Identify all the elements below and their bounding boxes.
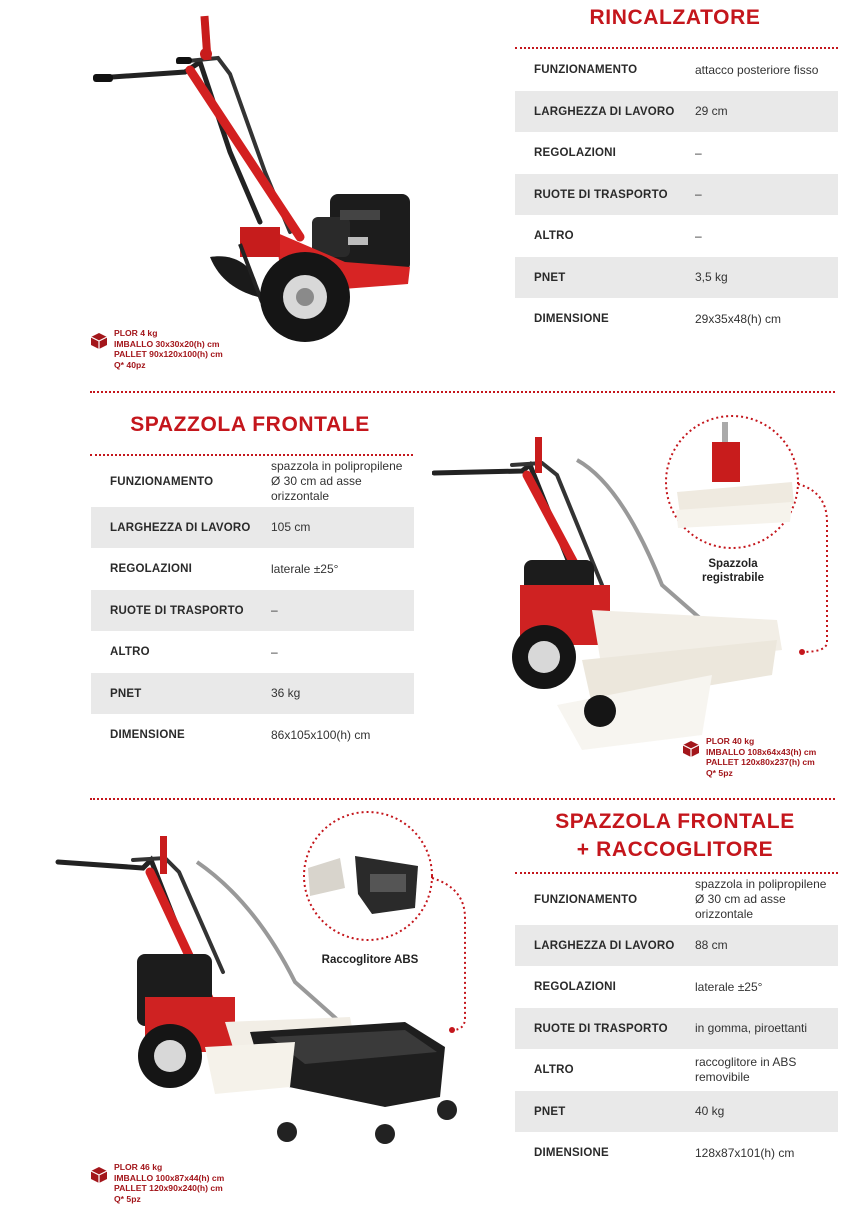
- spec-row: [91, 507, 414, 548]
- spec-row: [515, 91, 838, 132]
- spec-key: LARGHEZZA DI LAVORO: [534, 939, 675, 952]
- spec-value: –: [271, 603, 278, 617]
- spazzola-frontale-machine-image: [432, 435, 787, 755]
- spec-value: 29 cm: [695, 104, 728, 118]
- rincalzatore-machine-image: [90, 12, 430, 347]
- spec-row: [515, 966, 838, 1008]
- spec-row: [515, 257, 838, 298]
- spec-key: PNET: [534, 271, 566, 284]
- spec-row: [515, 874, 838, 925]
- package-box-icon: [682, 740, 700, 758]
- spec-key: FUNZIONAMENTO: [534, 893, 638, 906]
- spec-row: [515, 1008, 838, 1049]
- spec-key: REGOLAZIONI: [110, 563, 193, 575]
- caption-raccoglitore-abs: Raccoglitore ABS: [321, 954, 419, 966]
- spec-row: [91, 631, 414, 673]
- pack-quantity: Q* 40pz: [114, 359, 146, 370]
- spec-key: REGOLAZIONI: [534, 981, 617, 993]
- spec-row: [515, 132, 838, 174]
- caption-spazzola-registrabile: Spazzola registrabile: [702, 558, 764, 584]
- spec-key: LARGHEZZA DI LAVORO: [110, 521, 251, 534]
- spec-value: 36 kg: [271, 686, 301, 700]
- section-title-line-2: + RACCOGLITORE: [576, 838, 774, 861]
- pack-quantity: Q* 5pz: [114, 1193, 141, 1204]
- spec-table-spazzola-frontale: [91, 456, 414, 756]
- pack-imballo: IMBALLO 100x87x44(h) cm: [114, 1172, 225, 1183]
- spec-value: spazzola in polipropilene Ø 30 cm ad asse orizzontale: [271, 459, 403, 503]
- spec-value: –: [695, 228, 702, 243]
- spec-value: 86x105x100(h) cm: [271, 727, 371, 742]
- spec-row: [91, 590, 414, 631]
- pack-imballo: IMBALLO 108x64x43(h) cm: [706, 746, 817, 757]
- spec-key: DIMENSIONE: [110, 729, 185, 741]
- spec-key: PNET: [534, 1105, 566, 1118]
- spec-key: DIMENSIONE: [534, 1147, 609, 1159]
- spec-row: [515, 1132, 838, 1174]
- page-divider: [90, 391, 835, 393]
- section-title-spazzola-frontale: SPAZZOLA FRONTALE: [130, 413, 370, 436]
- spec-value: 128x87x101(h) cm: [695, 1145, 795, 1160]
- spec-key: RUOTE DI TRASPORTO: [534, 1022, 668, 1035]
- spec-value: laterale ±25°: [695, 979, 763, 994]
- spec-row: [515, 925, 838, 966]
- spec-key: PNET: [110, 687, 142, 700]
- spec-table-rincalzatore: [515, 49, 838, 340]
- pack-pallet: PALLET 120x90x240(h) cm: [114, 1183, 223, 1193]
- spec-key: FUNZIONAMENTO: [110, 475, 214, 488]
- spec-row: [91, 456, 414, 507]
- spec-value: attacco posteriore fisso: [695, 62, 819, 77]
- pack-plor: PLOR 46 kg: [114, 1162, 163, 1172]
- spec-value: 40 kg: [695, 1104, 725, 1118]
- spec-key: ALTRO: [110, 646, 150, 658]
- spec-value: –: [695, 145, 702, 160]
- section-title-spazzola-raccoglitore: [515, 808, 835, 864]
- spec-value: 88 cm: [695, 938, 728, 952]
- pack-imballo: IMBALLO 30x30x20(h) cm: [114, 338, 220, 349]
- spec-value: –: [695, 187, 702, 201]
- spec-key: RUOTE DI TRASPORTO: [534, 188, 668, 201]
- spec-row: [515, 174, 838, 215]
- package-box-icon: [90, 1166, 108, 1184]
- spec-key: ALTRO: [534, 1064, 574, 1076]
- spazzola-raccoglitore-machine-image: [55, 832, 467, 1152]
- spec-key: FUNZIONAMENTO: [534, 64, 638, 76]
- spec-value: in gomma, piroettanti: [695, 1021, 808, 1035]
- spec-key: REGOLAZIONI: [534, 147, 617, 159]
- spec-value: laterale ±25°: [271, 561, 339, 576]
- spec-key: ALTRO: [534, 230, 574, 242]
- package-box-icon: [90, 332, 108, 350]
- spec-row: [91, 548, 414, 590]
- pack-quantity: Q* 5pz: [706, 767, 733, 778]
- section-title-line-1: SPAZZOLA FRONTALE: [555, 810, 795, 833]
- spec-row: [515, 49, 838, 91]
- spec-row: [515, 215, 838, 257]
- section-title-rincalzatore: RINCALZATORE: [589, 6, 761, 29]
- page-divider: [90, 798, 835, 800]
- spec-row: [91, 673, 414, 714]
- spec-key: DIMENSIONE: [534, 313, 609, 325]
- spec-row: [515, 1091, 838, 1132]
- spec-value: 29x35x48(h) cm: [695, 311, 782, 326]
- spec-table-spazzola-raccoglitore: [515, 874, 838, 1174]
- pack-pallet: PALLET 120x80x237(h) cm: [706, 757, 815, 767]
- pack-plor: PLOR 4 kg: [114, 328, 158, 338]
- pack-plor: PLOR 40 kg: [706, 736, 755, 746]
- spec-key: RUOTE DI TRASPORTO: [110, 604, 244, 617]
- spec-value: spazzola in polipropilene Ø 30 cm ad asse orizzontale: [695, 877, 827, 921]
- spec-row: [515, 1049, 838, 1091]
- spec-value: 105 cm: [271, 520, 311, 534]
- spec-key: LARGHEZZA DI LAVORO: [534, 105, 675, 118]
- spec-row: [515, 298, 838, 340]
- pack-pallet: PALLET 90x120x100(h) cm: [114, 349, 223, 359]
- spec-value: raccoglitore in ABS removibile: [695, 1055, 797, 1084]
- spec-value: –: [271, 644, 278, 659]
- spec-value: 3,5 kg: [695, 270, 728, 284]
- spec-row: [91, 714, 414, 756]
